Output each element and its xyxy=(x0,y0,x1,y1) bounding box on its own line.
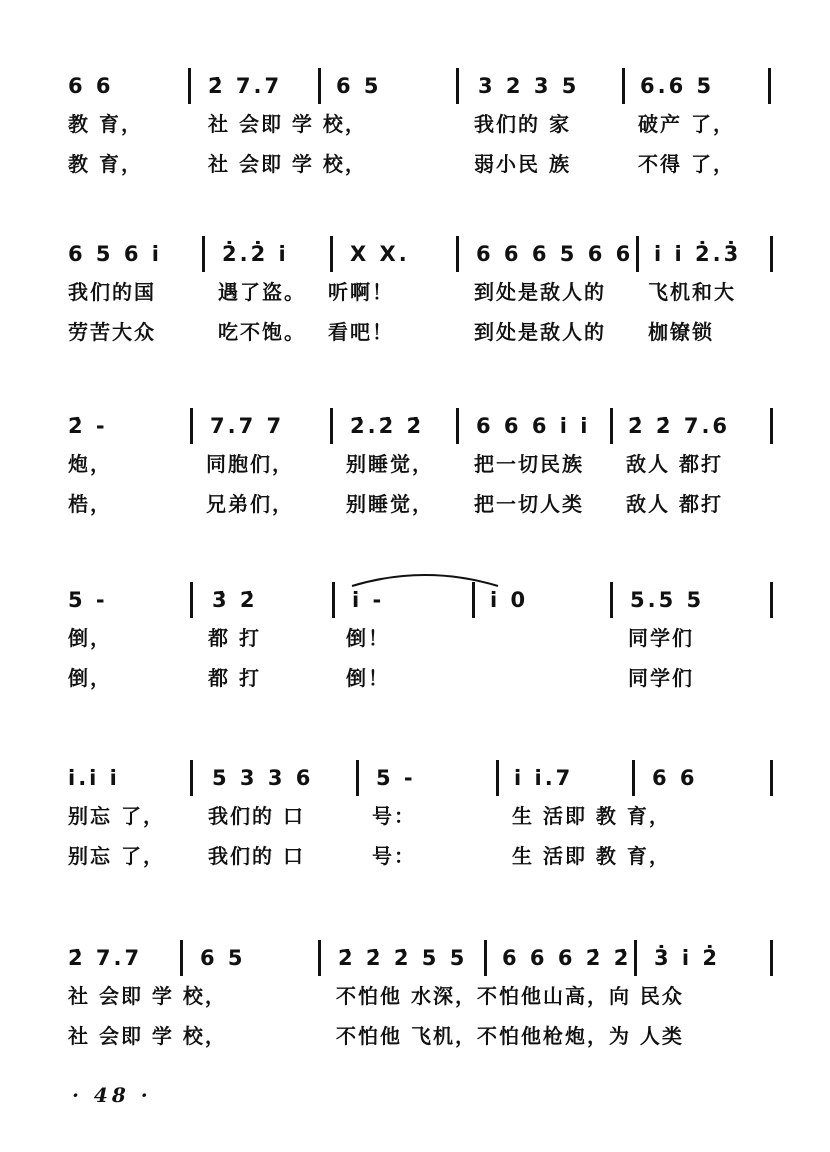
bar-line xyxy=(190,582,193,618)
lyric-segment: 别忘 了， xyxy=(68,804,165,828)
bar-line xyxy=(330,408,333,444)
lyric-segment: 别睡觉， xyxy=(346,492,434,516)
lyric-segment: 都 打 xyxy=(208,626,261,650)
lyric-verse-1 xyxy=(0,622,830,648)
bar-line xyxy=(190,408,193,444)
lyric-segment: 敌人 都打 xyxy=(626,452,723,476)
bar-line xyxy=(610,408,613,444)
bar-line xyxy=(770,582,773,618)
lyric-segment: 梏， xyxy=(68,492,112,516)
bar-line xyxy=(636,236,639,272)
measure-notes: i̇ - xyxy=(352,588,385,612)
lyric-segment: 社 会即 学 校， xyxy=(208,152,367,176)
lyric-segment: 教 育， xyxy=(68,152,143,176)
lyric-segment: 弱小民 族 xyxy=(474,152,571,176)
measure-notes: 3 2 3 5 xyxy=(478,74,580,98)
measure-notes: 2̇ 2̇ 7.6 xyxy=(628,414,731,438)
measure-notes: 3̇ i̇ 2̇ xyxy=(654,946,721,970)
measure-notes: 2̇ 2̇ 2̇ 5 5 xyxy=(338,946,468,970)
measure-notes: 6 6 6 i̇ i̇ xyxy=(476,414,591,438)
lyric-segment: 生 活即 教 育， xyxy=(512,844,671,868)
score-system-1 xyxy=(0,66,830,226)
lyric-segment: 到处是敌人的 xyxy=(474,280,606,304)
lyric-verse-1 xyxy=(0,108,830,134)
bar-line xyxy=(484,940,487,976)
lyric-verse-2 xyxy=(0,1020,830,1046)
notation-line xyxy=(0,758,830,798)
measure-notes: i̇ i̇ 2̇.3̇ xyxy=(654,242,742,266)
lyric-verse-1 xyxy=(0,980,830,1006)
bar-line xyxy=(632,760,635,796)
bar-line xyxy=(456,408,459,444)
lyric-segment: 把一切民族 xyxy=(474,452,584,476)
lyric-verse-2 xyxy=(0,662,830,688)
lyric-segment: 不怕他 飞机，不怕他枪炮，为 人类 xyxy=(336,1024,684,1048)
measure-notes: 6.6 5 xyxy=(640,74,715,98)
lyric-segment: 都 打 xyxy=(208,666,261,690)
lyric-segment: 敌人 都打 xyxy=(626,492,723,516)
lyric-segment: 倒！ xyxy=(346,666,390,690)
lyric-segment: 同胞们， xyxy=(206,452,294,476)
lyric-verse-2 xyxy=(0,316,830,342)
bar-line xyxy=(496,760,499,796)
bar-line xyxy=(610,582,613,618)
measure-notes: 2̇.2̇ i̇ xyxy=(222,242,289,266)
lyric-segment: 倒！ xyxy=(346,626,390,650)
measure-notes: i̇ i̇.7 xyxy=(514,766,574,790)
measure-notes: 2̇ 7.7 xyxy=(208,74,283,98)
bar-line xyxy=(770,760,773,796)
bar-line xyxy=(332,582,335,618)
lyric-segment: 不得 了， xyxy=(638,152,735,176)
score-system-5 xyxy=(0,758,830,918)
bar-line xyxy=(180,940,183,976)
lyric-segment: 飞机和大 xyxy=(648,280,736,304)
lyric-segment: 我们的 口 xyxy=(208,804,305,828)
score-system-3 xyxy=(0,406,830,566)
measure-notes: i̇ 0 xyxy=(490,588,529,612)
lyric-segment: 劳苦大众 xyxy=(68,320,156,344)
bar-line xyxy=(318,940,321,976)
notation-line xyxy=(0,406,830,446)
lyric-segment: 枷镣锁 xyxy=(648,320,714,344)
measure-notes: 6 6 xyxy=(652,766,698,790)
measure-notes: 5 - xyxy=(376,766,416,790)
lyric-segment: 同学们 xyxy=(628,626,694,650)
lyric-verse-1 xyxy=(0,448,830,474)
lyric-verse-2 xyxy=(0,148,830,174)
bar-line xyxy=(768,68,771,104)
lyric-verse-1 xyxy=(0,800,830,826)
lyric-verse-2 xyxy=(0,840,830,866)
lyric-verse-1 xyxy=(0,276,830,302)
page-number: · 48 · xyxy=(72,1083,152,1107)
bar-line xyxy=(356,760,359,796)
bar-line xyxy=(188,68,191,104)
lyric-segment: 看吧！ xyxy=(328,320,394,344)
notation-line xyxy=(0,234,830,274)
bar-line xyxy=(456,236,459,272)
lyric-segment: 生 活即 教 育， xyxy=(512,804,671,828)
lyric-segment: 我们的国 xyxy=(68,280,156,304)
notation-line xyxy=(0,938,830,978)
measure-notes: 6 5 xyxy=(200,946,246,970)
score-system-4 xyxy=(0,580,830,740)
lyric-segment: 不怕他 水深，不怕他山高，向 民众 xyxy=(336,984,684,1008)
measure-notes: 2̇ 7.7 xyxy=(68,946,143,970)
lyric-segment: 号： xyxy=(372,804,416,828)
bar-line xyxy=(330,236,333,272)
notation-line xyxy=(0,580,830,620)
measure-notes: 2̇ - xyxy=(68,414,108,438)
bar-line xyxy=(770,236,773,272)
measure-notes: 6 6 6 5 6 6 xyxy=(476,242,634,266)
measure-notes: 5 3 3 6 xyxy=(212,766,314,790)
bar-line xyxy=(770,408,773,444)
lyric-segment: 倒， xyxy=(68,666,112,690)
measure-notes: 6 6 6 2̇ 2̇ xyxy=(502,946,632,970)
lyric-segment: 社 会即 学 校， xyxy=(68,984,227,1008)
lyric-segment: 遇了盗。 xyxy=(218,280,306,304)
measure-notes: 6 5 6 i̇ xyxy=(68,242,162,266)
lyric-segment: 社 会即 学 校， xyxy=(208,112,367,136)
lyric-segment: 号： xyxy=(372,844,416,868)
measure-notes: 7.7 7 xyxy=(210,414,285,438)
bar-line xyxy=(456,68,459,104)
measure-notes: X X. xyxy=(350,242,410,266)
bar-line xyxy=(770,940,773,976)
bar-line xyxy=(472,582,475,618)
lyric-segment: 兄弟们， xyxy=(206,492,294,516)
lyric-segment: 社 会即 学 校， xyxy=(68,1024,227,1048)
lyric-segment: 炮， xyxy=(68,452,112,476)
lyric-segment: 吃不饱。 xyxy=(218,320,306,344)
bar-line xyxy=(318,68,321,104)
lyric-segment: 我们的 家 xyxy=(474,112,571,136)
lyric-segment: 把一切人类 xyxy=(474,492,584,516)
lyric-segment: 倒， xyxy=(68,626,112,650)
measure-notes: 2̇.2̇ 2̇ xyxy=(350,414,425,438)
lyric-segment: 同学们 xyxy=(628,666,694,690)
measure-notes: 6 5 xyxy=(336,74,382,98)
measure-notes: i̇.i̇ i̇ xyxy=(68,766,120,790)
score-system-2 xyxy=(0,234,830,394)
bar-line xyxy=(634,940,637,976)
notation-line xyxy=(0,66,830,106)
measure-notes: 6 6 xyxy=(68,74,114,98)
lyric-segment: 听啊！ xyxy=(328,280,394,304)
bar-line xyxy=(190,760,193,796)
lyric-verse-2 xyxy=(0,488,830,514)
measure-notes: 3̇ 2̇ xyxy=(212,588,258,612)
lyric-segment: 别睡觉， xyxy=(346,452,434,476)
lyric-segment: 到处是敌人的 xyxy=(474,320,606,344)
lyric-segment: 破产 了， xyxy=(638,112,735,136)
measure-notes: 5.5 5 xyxy=(630,588,705,612)
lyric-segment: 我们的 口 xyxy=(208,844,305,868)
bar-line xyxy=(202,236,205,272)
lyric-segment: 别忘 了， xyxy=(68,844,165,868)
bar-line xyxy=(622,68,625,104)
lyric-segment: 教 育， xyxy=(68,112,143,136)
measure-notes: 5 - xyxy=(68,588,108,612)
score-system-6 xyxy=(0,938,830,1098)
